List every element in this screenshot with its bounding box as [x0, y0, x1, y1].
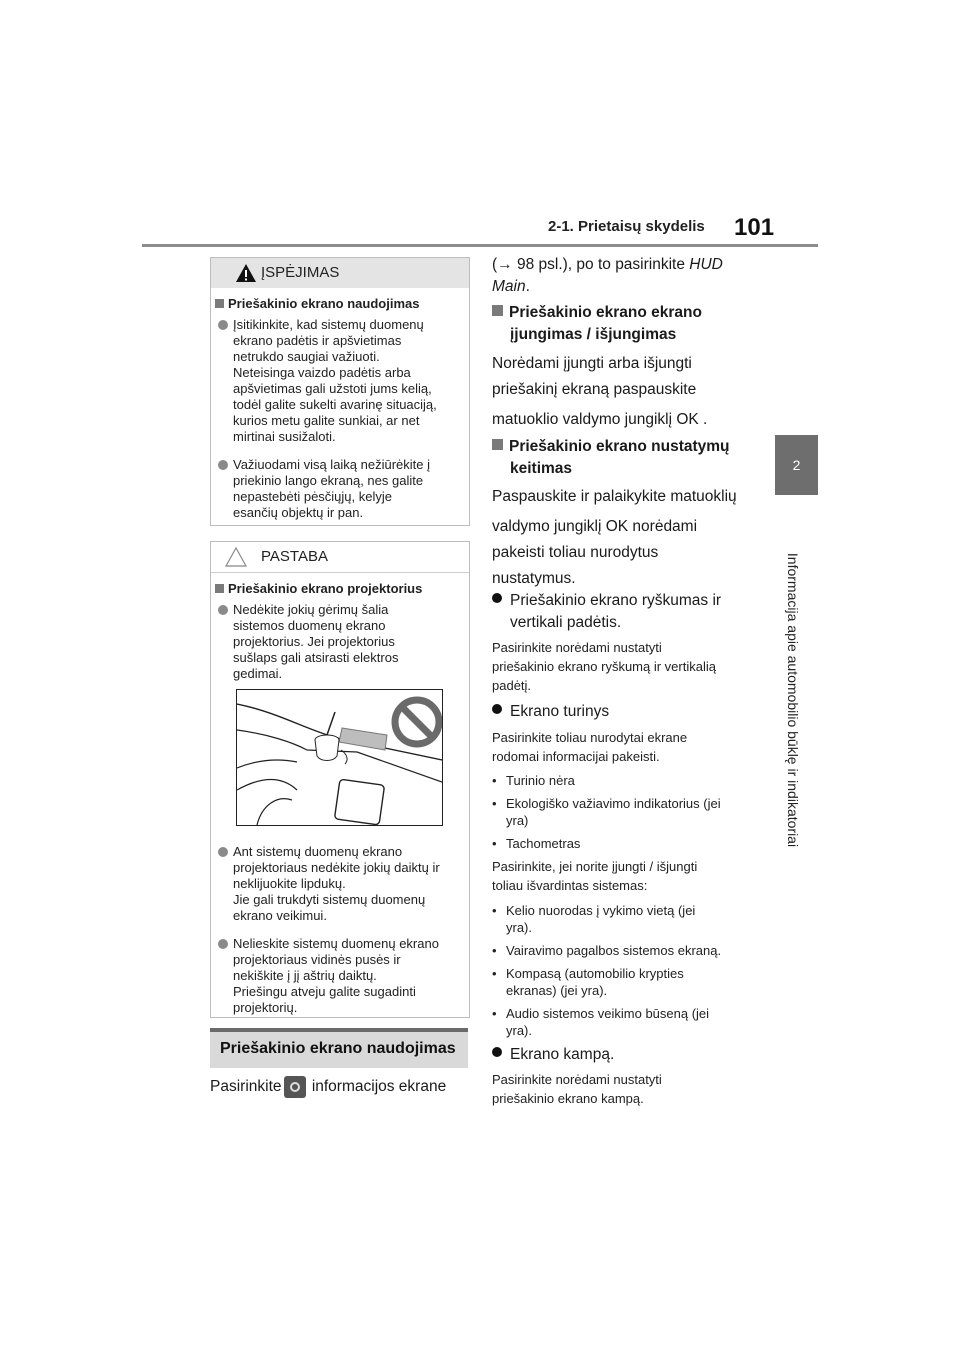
notice-triangle-icon — [225, 547, 247, 567]
continuation-text: (→ 98 psl.), po to pasirinkite HUD — [492, 256, 723, 273]
list-item: • Kompasą (automobilio krypties ekranas) (jei yra). — [492, 966, 684, 998]
notice-subheading: Priešakinio ekrano projektorius — [215, 581, 469, 596]
round-bullet-icon — [492, 1047, 502, 1057]
square-bullet-icon — [492, 439, 503, 450]
square-bullet-icon — [492, 305, 503, 316]
brightness-text: Pasirinkite norėdami nustatyti priešakinio ekrano ryškumą ir vertikalią padėtį. — [492, 640, 716, 693]
systems-text: Pasirinkite, jei norite įjungti / išjungti toliau išvardintas sistemas: — [492, 859, 698, 893]
warning-box — [210, 257, 470, 526]
notice-title: PASTABA — [261, 548, 328, 565]
notice-header — [211, 542, 469, 573]
notice-item: Ant sistemų duomenų ekrano projektoriaus nedėkite jokių daiktų ir neklijuokite lipdukų. Jie gali trukdyti sistemų duomenų ekrano veikimui. — [215, 844, 440, 924]
angle-text: Pasirinkite norėdami nustatyti priešakinio ekrano kampą. — [492, 1072, 662, 1106]
square-bullet-icon — [215, 299, 224, 308]
brightness-bullet: Priešakinio ekrano ryškumas ir vertikali padėtis. — [492, 590, 721, 634]
warning-triangle-icon — [235, 263, 257, 283]
toggle-text: Norėdami įjungti arba išjungti priešakinį ekraną paspauskite matuoklio valdymo jungiklį OK . — [492, 355, 708, 428]
header-rule — [142, 244, 818, 247]
warning-item: Važiuodami visą laiką nežiūrėkite į priekinio lango ekraną, nes galite nepastebėti pėsčiųjų, kelyje esančių objektų ir pan. — [215, 457, 463, 521]
notice-item: Nedėkite jokių gėrimų šalia sistemos duomenų ekrano projektorius. Jei projektorius sušlaps gali atsirasti elektros gedimai. — [215, 602, 463, 682]
content-text: Pasirinkite toliau nurodytai ekrane rodomai informacijai pakeisti. — [492, 730, 688, 764]
warning-subheading: Priešakinio ekrano naudojimas — [215, 296, 469, 311]
list-item: • Kelio nuorodas į vykimo vietą (jei yra). — [492, 903, 696, 935]
list-item: • Tachometras — [492, 836, 581, 851]
content-bullet: Ekrano turinys — [492, 701, 609, 723]
usage-intro: Pasirinkite informacijos ekrane — [210, 1076, 446, 1098]
chapter-tab[interactable] — [775, 435, 818, 495]
list-item: • Audio sistemos veikimo būseną (jei yra). — [492, 1006, 710, 1038]
chapter-side-label: Informacija apie automobilio būklę ir indikatoriai — [785, 552, 801, 848]
settings-text: Paspauskite ir palaikykite matuoklių valdymo jungiklį OK norėdami pakeisti toliau nurodytus nustatymus. — [492, 488, 737, 587]
chapter-number: 2 — [792, 457, 801, 473]
usage-heading: Priešakinio ekrano naudojimas — [210, 1028, 468, 1068]
heading-toggle: Priešakinio ekrano ekrano įjungimas / išjungimas — [492, 302, 702, 346]
warning-header — [211, 258, 469, 288]
circle-bullet-icon — [218, 460, 228, 470]
warning-item: Įsitikinkite, kad sistemų duomenų ekrano padėtis ir apšvietimas netrukdo saugiai važiuoti. Neteisinga vaizdo padėtis arba apšvietimas gali užstoti jums kelią, todėl galite sukelti avarinę situaciją, kurios metu galite sunkiai, ar net mirtinai susižaloti. — [215, 317, 463, 445]
notice-item: Nelieskite sistemų duomenų ekrano projektoriaus vidinės pusės ir nekiškite į jį aštrių daiktų. Priešingu atveju galite sugadinti projektorių. — [215, 936, 439, 1016]
page-number: 101 — [734, 214, 775, 241]
dashboard-drawing — [237, 690, 442, 825]
projector-drink-illustration — [236, 689, 443, 826]
circle-bullet-icon — [218, 939, 228, 949]
continuation-text-2: Main. — [492, 278, 530, 295]
list-item: • Turinio nėra — [492, 773, 575, 788]
circle-bullet-icon — [218, 847, 228, 857]
section-title: 2-1. Prietaisų skydelis — [548, 218, 705, 235]
angle-bullet: Ekrano kampą. — [492, 1044, 614, 1066]
list-item: • Vairavimo pagalbos sistemos ekraną. — [492, 943, 722, 958]
circle-bullet-icon — [218, 320, 228, 330]
circle-bullet-icon — [218, 605, 228, 615]
round-bullet-icon — [492, 593, 502, 603]
heading-settings: Priešakinio ekrano nustatymų keitimas — [492, 436, 730, 480]
warning-title: ĮSPĖJIMAS — [261, 264, 340, 281]
round-bullet-icon — [492, 704, 502, 714]
gear-icon — [284, 1076, 306, 1098]
list-item: • Ekologiško važiavimo indikatorius (jei yra) — [492, 796, 721, 828]
square-bullet-icon — [215, 584, 224, 593]
